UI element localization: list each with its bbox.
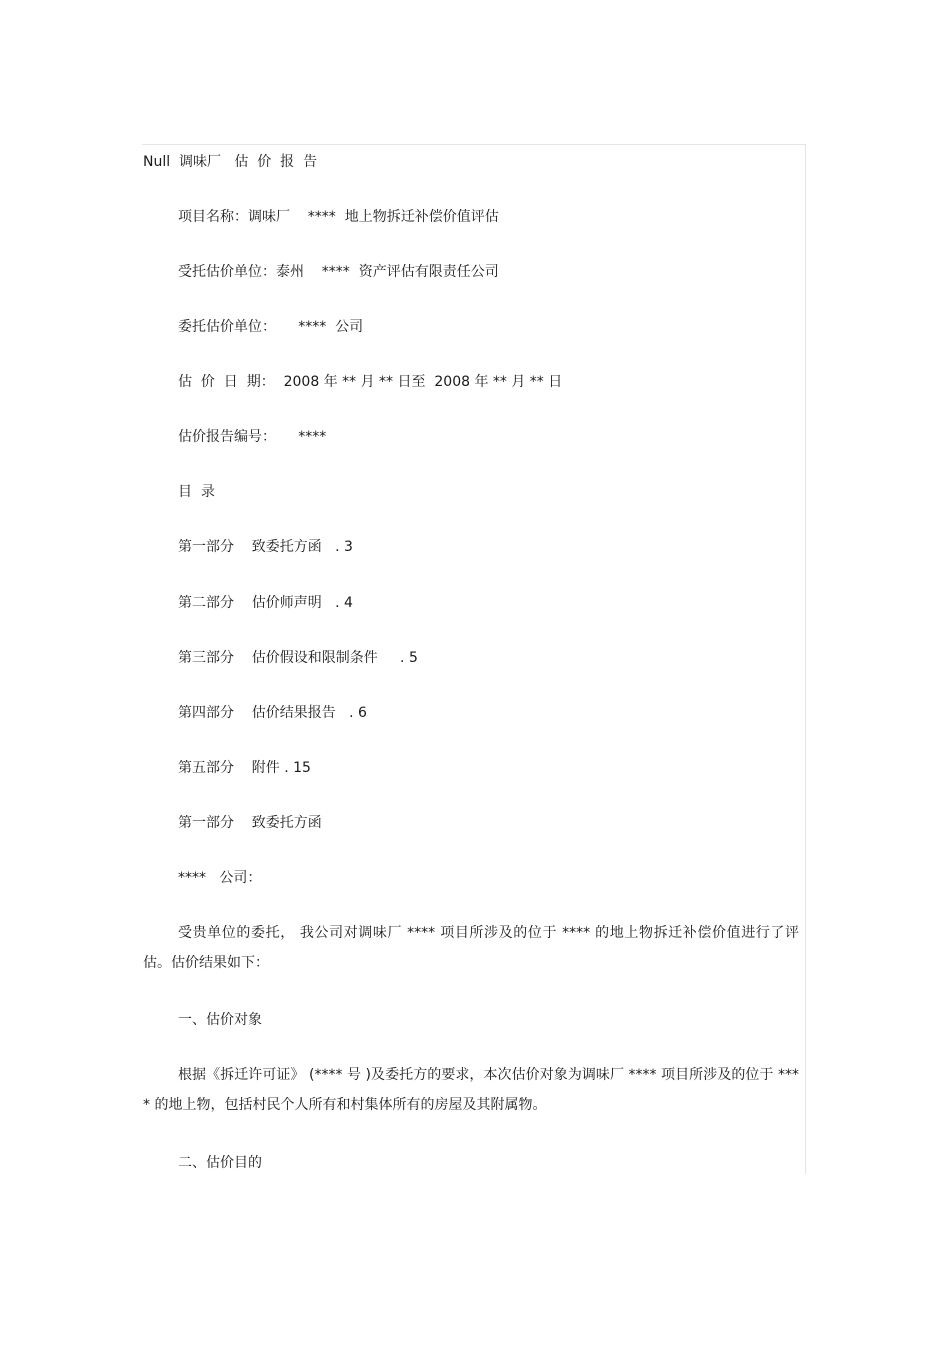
- client-line: 委托估价单位： **** 公司: [178, 319, 364, 335]
- salutation: **** 公司：: [178, 870, 262, 886]
- toc-heading: 目 录: [178, 484, 215, 500]
- section-heading: 第一部分 致委托方函: [178, 815, 322, 831]
- report-number-line: 估价报告编号： ****: [178, 429, 327, 445]
- entrusted-appraiser-line: 受托估价单位：泰州 **** 资产评估有限责任公司: [178, 264, 499, 280]
- object-paragraph: 根据《拆迁许可证》 (**** 号 )及委托方的要求，本次估价对象为调味厂 **** 项目所涉及的位于 **** 的地上物，包括村民个人所有和村集体所有的房屋及其附属物。: [143, 1067, 799, 1113]
- report-title: Null 调味厂 估 价 报 告: [143, 154, 318, 170]
- toc-item-2: 第二部分 估价师声明 . 4: [178, 595, 353, 611]
- toc-item-3: 第三部分 估价假设和限制条件 . 5: [178, 650, 418, 666]
- toc-item-5: 第五部分 附件 . 15: [178, 760, 311, 776]
- project-name-line: 项目名称：调味厂 **** 地上物拆迁补偿价值评估: [178, 209, 499, 225]
- intro-paragraph: 受贵单位的委托， 我公司对调味厂 **** 项目所涉及的位于 **** 的地上物拆迁补偿价值进行了评估。估价结果如下：: [143, 925, 799, 971]
- subheading-object: 一、估价对象: [178, 1012, 262, 1028]
- toc-item-4: 第四部分 估价结果报告 . 6: [178, 705, 367, 721]
- appraisal-date-line: 估 价 日 期： 2008 年 ** 月 ** 日至 2008 年 ** 月 ** 日: [178, 374, 563, 390]
- toc-item-1: 第一部分 致委托方函 . 3: [178, 539, 353, 555]
- subheading-purpose: 二、估价目的: [178, 1155, 262, 1171]
